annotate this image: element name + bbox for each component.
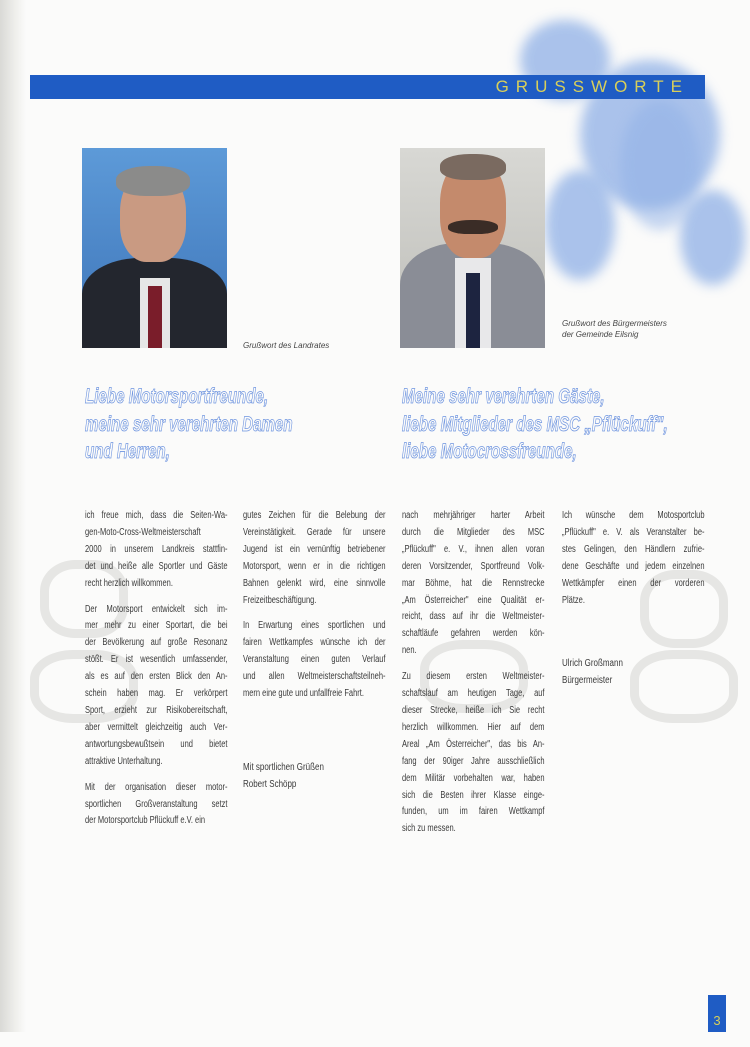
text-line: gutes Zeichen für die Belebung der xyxy=(243,510,386,521)
text-column-2 xyxy=(243,508,386,712)
text-column-3 xyxy=(402,508,545,847)
text-line: der Bevölkerung auf große Resonanz xyxy=(85,637,228,649)
text-line: mar Böhme, hat die Rennstrecke xyxy=(402,577,545,589)
caption-line: Grußwort des Bürgermeisters xyxy=(562,319,667,328)
signature-buergermeister xyxy=(562,655,623,689)
text-line: Vereinstätigkeit. Gerade für unsere xyxy=(243,526,386,538)
text-line: In Erwartung eines sportlichen und xyxy=(243,620,386,632)
portrait-photo-landrat xyxy=(82,148,227,348)
caption-line: der Gemeinde Eilsnig xyxy=(562,330,639,339)
paragraph xyxy=(85,602,228,771)
paragraph xyxy=(243,508,386,609)
text-line: recht herzlich willkommen. xyxy=(85,577,173,589)
section-title: GRUSSWORTE xyxy=(495,77,689,96)
greeting-line: Liebe Motorsportfreunde, xyxy=(85,385,269,408)
text-line: ich freue mich, dass die Seiten-Wa- xyxy=(85,510,228,521)
text-line: Mit der organisation dieser motor- xyxy=(85,781,228,793)
text-line: mer mehr zu einer Sportart, die bei xyxy=(85,620,228,632)
text-line: deren Vorsitzender, Sportfreund Volk- xyxy=(402,560,545,572)
text-line: sich zu messen. xyxy=(402,823,456,835)
text-line: gen-Moto-Cross-Weltmeisterschaft xyxy=(85,526,201,538)
text-line: Freizeitbeschäftigung. xyxy=(243,594,317,606)
text-line: herzlich willkommen. Hier auf dem xyxy=(402,721,545,733)
greeting-line: und Herren, xyxy=(85,440,170,463)
greeting-line: meine sehr verehrten Damen xyxy=(85,412,293,436)
text-line: reicht, dass auf ihr die Weltmeister- xyxy=(402,611,545,623)
text-line: Areal „Am Österreicher", das bis An- xyxy=(402,738,545,750)
greeting-heading-landrat xyxy=(85,383,293,466)
text-line: nen. xyxy=(402,645,417,657)
signature-name: Robert Schöpp xyxy=(243,779,297,790)
text-line: 2000 in unserem Landkreis stattfin- xyxy=(85,543,228,555)
greeting-line: liebe Motocrossfreunde, xyxy=(402,440,577,463)
text-line: „Pflückuff" e. V. als Veranstalter be- xyxy=(562,526,705,538)
text-line: aber vermittelt gleichzeitig auch Ver- xyxy=(85,721,228,733)
text-column-1 xyxy=(85,508,228,839)
greeting-heading-buergermeister xyxy=(402,383,668,466)
photo-caption-landrat xyxy=(243,340,329,351)
text-line: „Pflückuff" e. V., ihnen allen voran xyxy=(402,543,545,555)
text-line: mern eine gute und unfallfreie Fahrt. xyxy=(243,688,364,700)
paragraph xyxy=(85,780,228,831)
text-line: dene Geschäfte und jedem einzelnen xyxy=(562,560,705,572)
text-line: als es auf den ersten Blick den An- xyxy=(85,671,228,683)
text-line: stößt. Er ist wesentlich umfassender, xyxy=(85,654,228,666)
text-line: dieser Strecke, heiße ich Sie recht xyxy=(402,704,545,716)
text-line: dem Militär vorbehalten war, haben xyxy=(402,772,545,784)
text-line: durch die Mitglieder des MSC xyxy=(402,526,545,538)
photo-caption-buergermeister xyxy=(562,318,667,340)
text-column-4 xyxy=(562,508,705,618)
text-line: Wettkämpfer einen der vorderen xyxy=(562,577,705,589)
text-line: attraktive Unterhaltung. xyxy=(85,755,163,767)
text-line: det und heiße alle Sportler und Gäste xyxy=(85,560,228,572)
greeting-line: Meine sehr verehrten Gäste, xyxy=(402,385,605,408)
text-line: fairen Wettkampfes wünsche ich der xyxy=(243,637,386,649)
text-line: Jugend ist ein vernünftig betriebener xyxy=(243,543,386,555)
text-line: antwortungsbewußtsein und bietet xyxy=(85,738,228,750)
text-line: schaftslauf am heutigen Tage, auf xyxy=(402,688,545,700)
text-line: Der Motorsport entwickelt sich im- xyxy=(85,603,228,615)
text-line: fang der 90iger Jahre ausschließlich xyxy=(402,755,545,767)
text-line: sich die Besten ihrer Klasse einge- xyxy=(402,789,545,801)
signature-name: Ulrich Großmann xyxy=(562,658,623,669)
signature-closing: Mit sportlichen Grüßen xyxy=(243,762,324,773)
signature-role: Bürgermeister xyxy=(562,675,613,686)
page-edge-shadow xyxy=(0,0,26,1032)
section-header-bar xyxy=(30,75,705,99)
paragraph xyxy=(402,508,545,660)
text-line: „Am Österreicher" eine Qualität er- xyxy=(402,594,545,606)
paragraph xyxy=(243,618,386,703)
text-line: schein haben mag. Er verkörpert xyxy=(85,688,228,700)
text-line: nach mehrjähriger harter Arbeit xyxy=(402,510,545,521)
text-line: Ich wünsche dem Motosportclub xyxy=(562,510,705,521)
text-line: Zu diesem ersten Weltmeister- xyxy=(402,671,545,683)
paragraph xyxy=(402,669,545,838)
signature-landrat xyxy=(243,759,324,793)
paragraph xyxy=(562,508,705,609)
page-number: 3 xyxy=(708,995,726,1032)
text-line: schaftläufe gefahren werden kön- xyxy=(402,628,545,640)
paragraph xyxy=(85,508,228,593)
text-line: Veranstaltung einen guten Verlauf xyxy=(243,654,386,666)
text-line: Sport, erzieht zur Risikobereitschaft, xyxy=(85,704,228,716)
greeting-line: liebe Mitglieder des MSC „Pflückuff", xyxy=(402,412,668,436)
caption-line: Grußwort des Landrates xyxy=(243,341,330,350)
text-line: Plätze. xyxy=(562,594,585,606)
text-line: sportlichen Großveranstaltung setzt xyxy=(85,798,228,810)
text-line: funden, um im fairen Wettkampf xyxy=(402,806,545,818)
text-line: stes Gelingen, den Händlern zufrie- xyxy=(562,543,705,555)
text-line: Bahnen gelenkt wird, eine sinnvolle xyxy=(243,577,386,589)
text-line: Motorsport, wenn er in die richtigen xyxy=(243,560,386,572)
text-line: der Motorsportclub Pflückuff e.V. ein xyxy=(85,815,206,827)
portrait-photo-buergermeister xyxy=(400,148,545,348)
text-line: und allen Weltmeisterschaftsteilneh- xyxy=(243,671,386,683)
